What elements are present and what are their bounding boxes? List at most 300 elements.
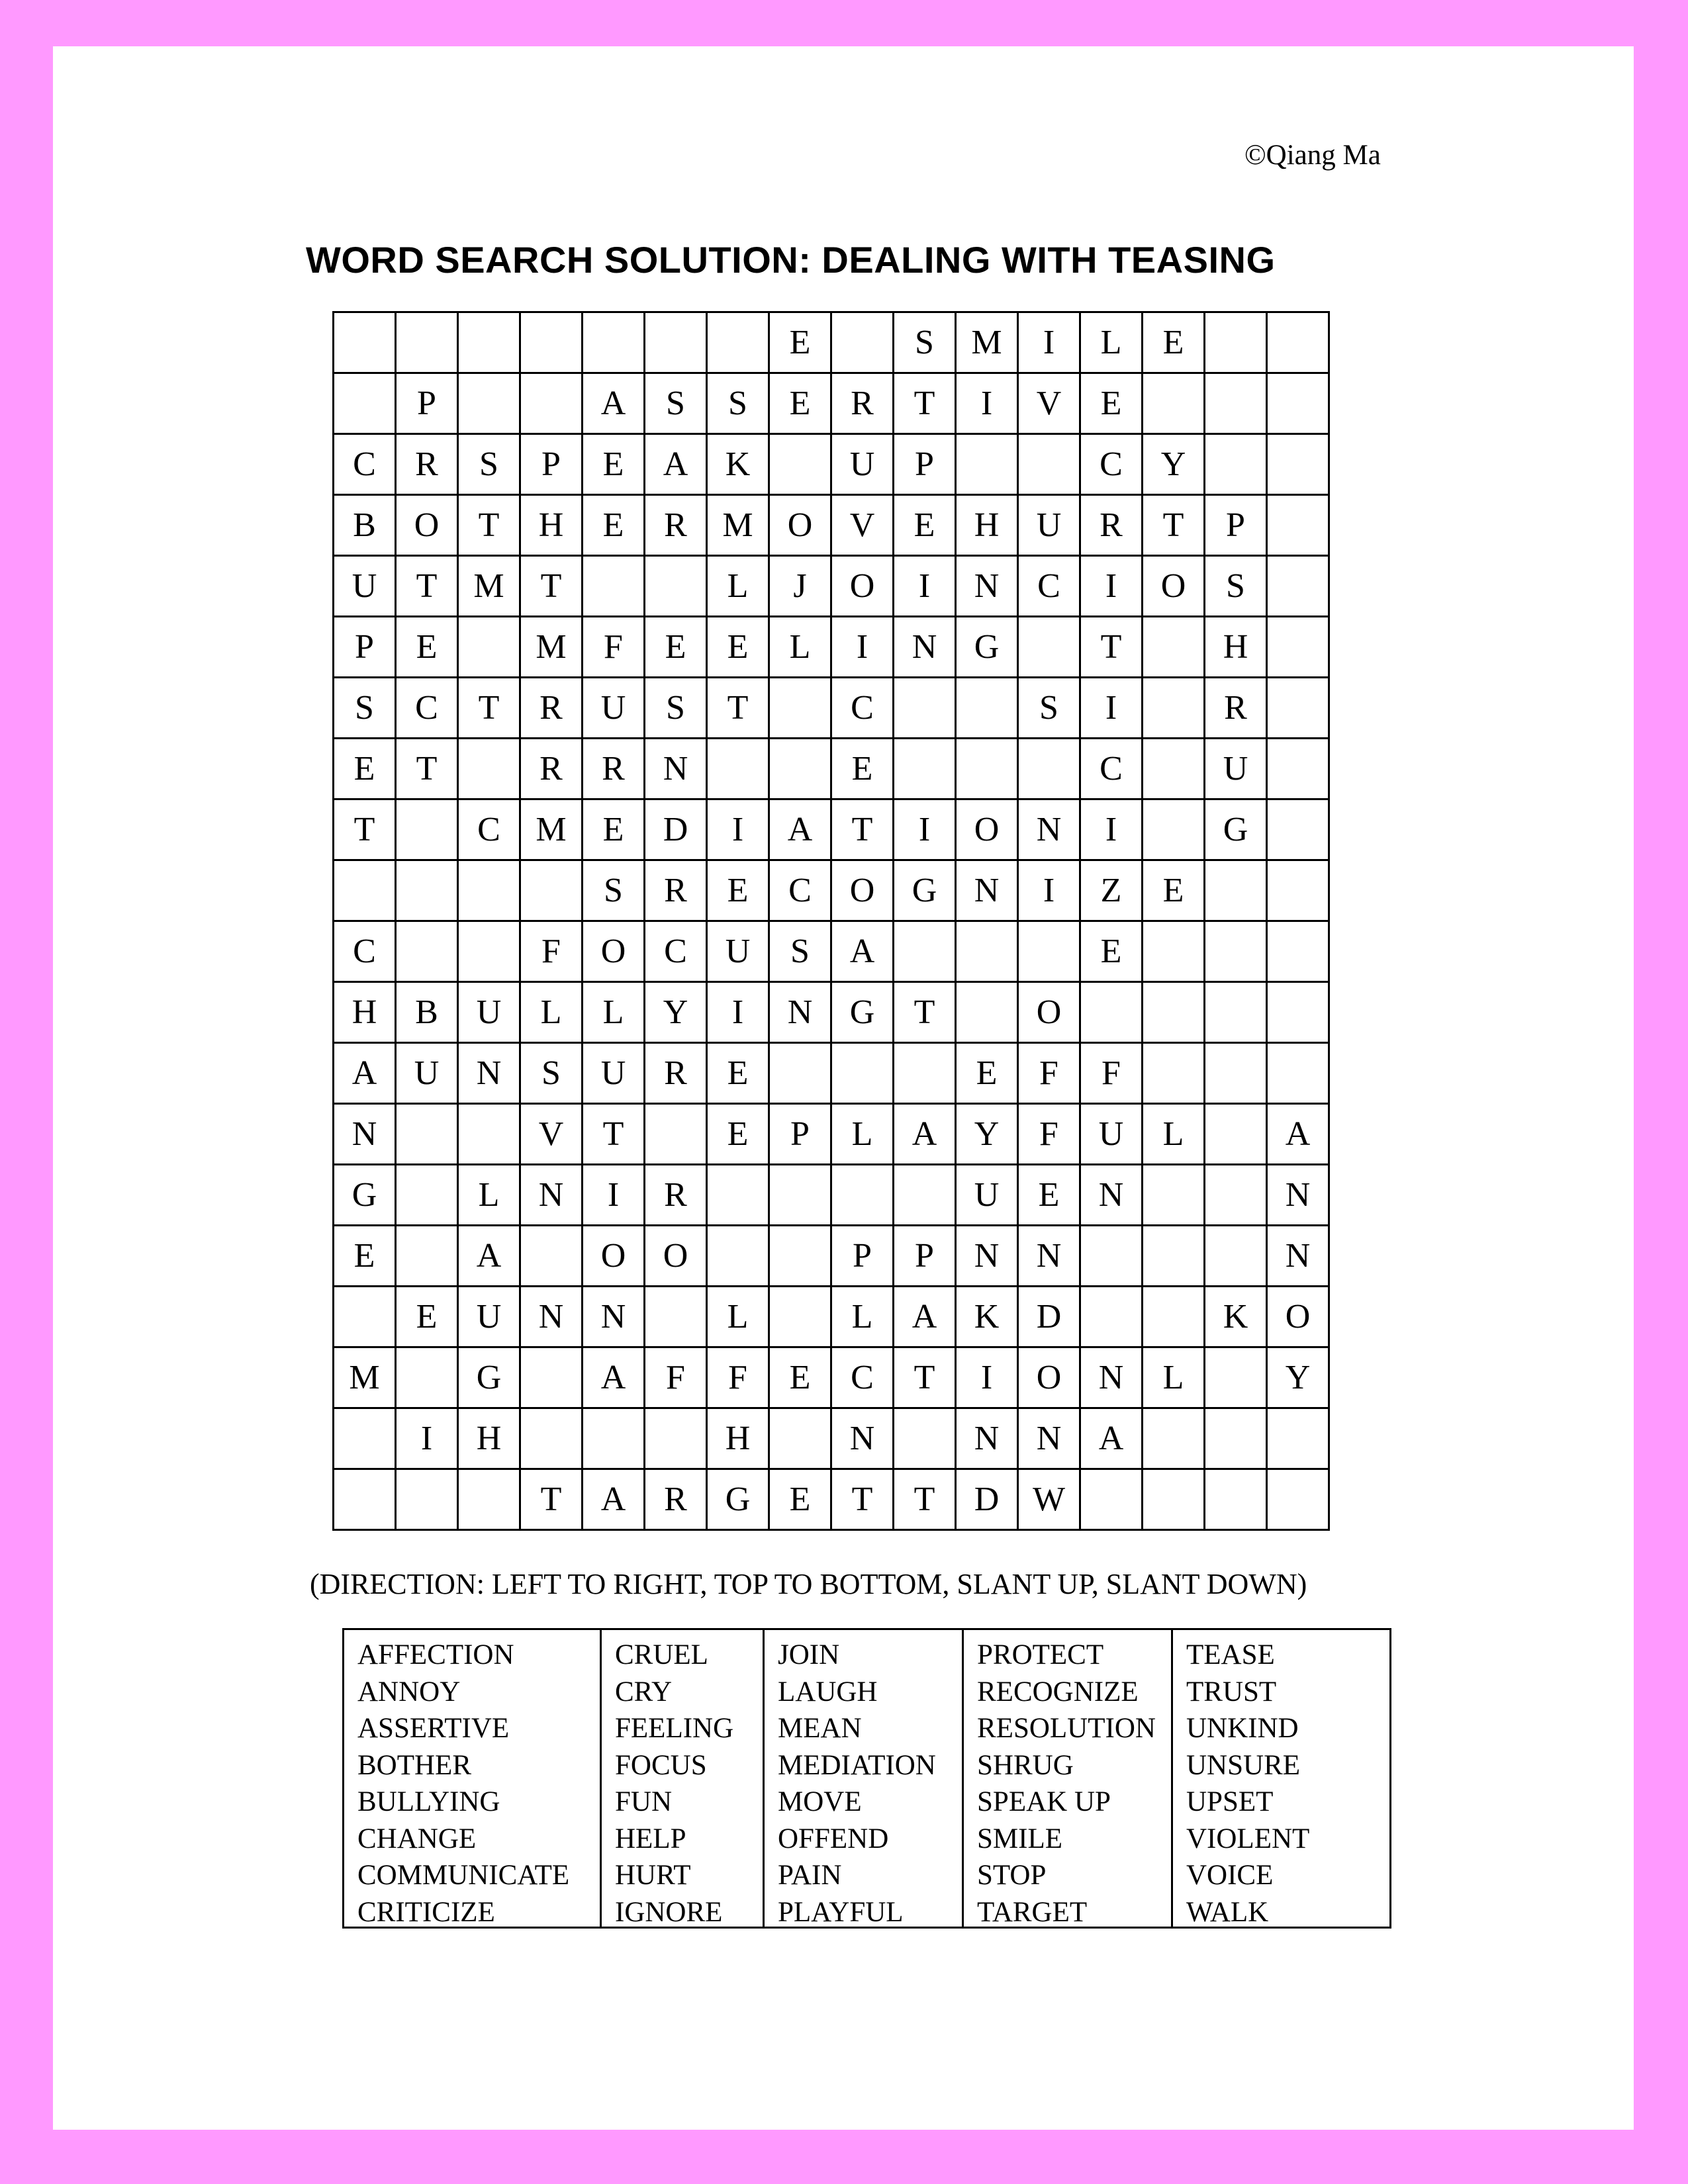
grid-cell xyxy=(956,739,1018,799)
grid-cell: S xyxy=(458,434,520,495)
grid-cell: M xyxy=(334,1347,396,1408)
grid-cell xyxy=(1143,1287,1205,1347)
grid-cell: A xyxy=(1267,1104,1329,1165)
grid-cell: T xyxy=(520,556,583,617)
grid-cell: F xyxy=(707,1347,769,1408)
grid-cell: O xyxy=(1267,1287,1329,1347)
grid-cell: R xyxy=(1080,495,1143,556)
grid-cell: L xyxy=(1080,312,1143,373)
grid-cell xyxy=(458,739,520,799)
grid-cell xyxy=(1205,312,1267,373)
grid-cell xyxy=(1205,434,1267,495)
grid-cell: T xyxy=(1143,495,1205,556)
grid-cell: L xyxy=(458,1165,520,1226)
grid-cell: O xyxy=(956,799,1018,860)
grid-row xyxy=(334,495,1329,556)
grid-cell: F xyxy=(1018,1104,1080,1165)
grid-row xyxy=(334,739,1329,799)
grid-cell: N xyxy=(1080,1165,1143,1226)
grid-cell xyxy=(1080,1469,1143,1530)
grid-cell xyxy=(396,312,458,373)
word-list-item: SMILE xyxy=(977,1823,1062,1854)
grid-cell xyxy=(769,1165,831,1226)
grid-cell: N xyxy=(1080,1347,1143,1408)
grid-cell: R xyxy=(645,495,707,556)
grid-cell: P xyxy=(831,1226,894,1287)
word-list-item: IGNORE xyxy=(615,1896,723,1928)
grid-cell: O xyxy=(1018,1347,1080,1408)
grid-cell: E xyxy=(1143,860,1205,921)
directions-text: (DIRECTION: LEFT TO RIGHT, TOP TO BOTTOM, SLANT UP, SLANT DOWN) xyxy=(310,1568,1307,1600)
grid-cell: E xyxy=(334,1226,396,1287)
grid-cell xyxy=(1267,495,1329,556)
grid-cell xyxy=(334,312,396,373)
grid-cell xyxy=(707,1165,769,1226)
grid-cell: E xyxy=(583,434,645,495)
grid-cell: Y xyxy=(1267,1347,1329,1408)
grid-row xyxy=(334,1043,1329,1104)
grid-cell xyxy=(1143,1469,1205,1530)
grid-cell: R xyxy=(520,678,583,739)
grid-cell: T xyxy=(396,556,458,617)
grid-cell xyxy=(1267,373,1329,434)
grid-cell: S xyxy=(645,373,707,434)
grid-cell: R xyxy=(645,1165,707,1226)
grid-cell: R xyxy=(645,1043,707,1104)
grid-cell: I xyxy=(707,982,769,1043)
grid-cell xyxy=(1143,617,1205,678)
grid-cell: S xyxy=(707,373,769,434)
grid-cell: O xyxy=(1018,982,1080,1043)
grid-cell: M xyxy=(520,617,583,678)
grid-cell: I xyxy=(831,617,894,678)
grid-cell: I xyxy=(583,1165,645,1226)
grid-cell xyxy=(334,1287,396,1347)
grid-cell xyxy=(520,1226,583,1287)
grid-cell xyxy=(1205,921,1267,982)
word-list-item: STOP xyxy=(977,1860,1047,1891)
grid-cell xyxy=(956,678,1018,739)
grid-cell xyxy=(520,860,583,921)
grid-cell: H xyxy=(458,1408,520,1469)
word-list-item: FEELING xyxy=(615,1713,734,1744)
grid-cell xyxy=(1018,739,1080,799)
grid-cell xyxy=(1080,982,1143,1043)
word-list-item: PAIN xyxy=(778,1860,842,1891)
word-list-item: AFFECTION xyxy=(357,1639,514,1670)
grid-cell: P xyxy=(520,434,583,495)
grid-cell: D xyxy=(956,1469,1018,1530)
word-list-item: JOIN xyxy=(778,1639,840,1670)
grid-cell xyxy=(458,373,520,434)
grid-cell: R xyxy=(520,739,583,799)
grid-cell: E xyxy=(894,495,956,556)
grid-cell: B xyxy=(396,982,458,1043)
grid-row xyxy=(334,312,1329,373)
grid-cell: Y xyxy=(645,982,707,1043)
grid-cell: F xyxy=(520,921,583,982)
grid-cell: U xyxy=(396,1043,458,1104)
grid-cell: T xyxy=(894,373,956,434)
grid-cell xyxy=(1018,921,1080,982)
grid-cell: C xyxy=(334,434,396,495)
grid-cell: L xyxy=(583,982,645,1043)
grid-cell xyxy=(520,373,583,434)
grid-cell xyxy=(1205,1104,1267,1165)
grid-cell: N xyxy=(894,617,956,678)
word-list-item: RECOGNIZE xyxy=(977,1676,1139,1707)
grid-cell: P xyxy=(1205,495,1267,556)
grid-row xyxy=(334,799,1329,860)
grid-cell: S xyxy=(583,860,645,921)
grid-cell xyxy=(831,312,894,373)
grid-cell xyxy=(894,1408,956,1469)
grid-cell: A xyxy=(583,1469,645,1530)
grid-cell xyxy=(1143,739,1205,799)
grid-cell xyxy=(1143,678,1205,739)
grid-cell: E xyxy=(769,1469,831,1530)
grid-cell: U xyxy=(583,678,645,739)
grid-cell xyxy=(956,434,1018,495)
grid-cell xyxy=(1267,678,1329,739)
grid-cell: U xyxy=(1018,495,1080,556)
grid-cell: Y xyxy=(956,1104,1018,1165)
grid-cell xyxy=(396,1347,458,1408)
grid-cell: N xyxy=(1267,1165,1329,1226)
word-list-item: VIOLENT xyxy=(1186,1823,1310,1854)
grid-cell xyxy=(1143,921,1205,982)
grid-cell xyxy=(1080,1287,1143,1347)
grid-cell: C xyxy=(1080,739,1143,799)
grid-row xyxy=(334,982,1329,1043)
grid-cell: E xyxy=(1018,1165,1080,1226)
grid-cell: M xyxy=(458,556,520,617)
grid-cell xyxy=(520,1347,583,1408)
grid-cell: O xyxy=(1143,556,1205,617)
grid-cell: G xyxy=(707,1469,769,1530)
grid-cell: R xyxy=(583,739,645,799)
grid-cell: N xyxy=(334,1104,396,1165)
word-list-column xyxy=(1173,1630,1389,1927)
grid-cell xyxy=(1267,312,1329,373)
grid-cell: V xyxy=(1018,373,1080,434)
grid-cell: U xyxy=(334,556,396,617)
grid-cell: G xyxy=(334,1165,396,1226)
word-list-item: CRITICIZE xyxy=(357,1896,495,1928)
grid-cell: H xyxy=(707,1408,769,1469)
grid-cell xyxy=(520,1408,583,1469)
grid-cell xyxy=(396,860,458,921)
grid-cell: H xyxy=(1205,617,1267,678)
word-list-column xyxy=(765,1630,964,1927)
grid-cell: O xyxy=(645,1226,707,1287)
word-list-item: MEDIATION xyxy=(778,1749,936,1781)
grid-cell: F xyxy=(1018,1043,1080,1104)
grid-cell: I xyxy=(1080,556,1143,617)
grid-cell: N xyxy=(956,1226,1018,1287)
grid-cell xyxy=(1143,799,1205,860)
grid-cell: E xyxy=(396,617,458,678)
grid-cell: R xyxy=(396,434,458,495)
grid-cell xyxy=(396,799,458,860)
grid-cell: G xyxy=(458,1347,520,1408)
grid-cell: B xyxy=(334,495,396,556)
grid-cell: T xyxy=(894,1347,956,1408)
grid-cell: H xyxy=(334,982,396,1043)
grid-cell: G xyxy=(956,617,1018,678)
word-list-item: ANNOY xyxy=(357,1676,461,1707)
word-list-item: BULLYING xyxy=(357,1786,500,1817)
grid-cell: T xyxy=(894,982,956,1043)
grid-cell: U xyxy=(1080,1104,1143,1165)
word-list-column xyxy=(344,1630,602,1927)
grid-cell: M xyxy=(956,312,1018,373)
grid-cell: Y xyxy=(1143,434,1205,495)
word-list-item: TEASE xyxy=(1186,1639,1275,1670)
grid-cell xyxy=(769,1408,831,1469)
grid-cell: U xyxy=(458,1287,520,1347)
grid-cell: N xyxy=(956,556,1018,617)
grid-cell: N xyxy=(520,1165,583,1226)
grid-cell: L xyxy=(707,556,769,617)
grid-cell: H xyxy=(956,495,1018,556)
grid-cell: W xyxy=(1018,1469,1080,1530)
grid-cell: L xyxy=(831,1287,894,1347)
grid-cell: T xyxy=(583,1104,645,1165)
grid-cell xyxy=(396,1226,458,1287)
grid-cell: T xyxy=(334,799,396,860)
grid-cell xyxy=(831,1043,894,1104)
grid-cell xyxy=(769,1043,831,1104)
grid-cell: P xyxy=(894,434,956,495)
word-list-item: CRY xyxy=(615,1676,673,1707)
grid-cell xyxy=(645,1408,707,1469)
grid-cell: E xyxy=(707,1043,769,1104)
grid-cell xyxy=(707,312,769,373)
grid-cell xyxy=(458,921,520,982)
grid-cell: C xyxy=(769,860,831,921)
grid-cell: Z xyxy=(1080,860,1143,921)
grid-cell: J xyxy=(769,556,831,617)
copyright-notice: ©Qiang Ma xyxy=(1244,140,1381,171)
grid-cell: A xyxy=(831,921,894,982)
grid-cell: U xyxy=(956,1165,1018,1226)
grid-cell: S xyxy=(1205,556,1267,617)
grid-row xyxy=(334,1165,1329,1226)
grid-cell xyxy=(1267,739,1329,799)
grid-cell: E xyxy=(769,373,831,434)
grid-cell: E xyxy=(707,860,769,921)
grid-cell: K xyxy=(1205,1287,1267,1347)
grid-cell xyxy=(769,434,831,495)
grid-cell: P xyxy=(769,1104,831,1165)
grid-row xyxy=(334,1469,1329,1530)
grid-cell: N xyxy=(1018,1226,1080,1287)
grid-cell: F xyxy=(1080,1043,1143,1104)
grid-cell xyxy=(1205,1347,1267,1408)
word-list-item: PLAYFUL xyxy=(778,1896,904,1928)
grid-cell: E xyxy=(831,739,894,799)
grid-cell: E xyxy=(1143,312,1205,373)
grid-cell: C xyxy=(831,678,894,739)
grid-row xyxy=(334,1408,1329,1469)
grid-cell: P xyxy=(396,373,458,434)
grid-cell: R xyxy=(645,1469,707,1530)
grid-cell: C xyxy=(1080,434,1143,495)
grid-cell: O xyxy=(396,495,458,556)
word-list-item: UPSET xyxy=(1186,1786,1274,1817)
grid-cell xyxy=(458,860,520,921)
grid-cell xyxy=(1205,1043,1267,1104)
grid-cell xyxy=(769,1287,831,1347)
grid-cell: N xyxy=(458,1043,520,1104)
grid-cell: N xyxy=(1018,799,1080,860)
word-list-column xyxy=(602,1630,765,1927)
grid-cell xyxy=(1205,1165,1267,1226)
grid-cell: D xyxy=(645,799,707,860)
grid-cell: U xyxy=(831,434,894,495)
grid-cell: K xyxy=(956,1287,1018,1347)
grid-cell: G xyxy=(894,860,956,921)
word-list-item: TRUST xyxy=(1186,1676,1277,1707)
word-list-item: OFFEND xyxy=(778,1823,889,1854)
grid-cell: N xyxy=(769,982,831,1043)
word-list-item: TARGET xyxy=(977,1896,1088,1928)
grid-row xyxy=(334,678,1329,739)
word-list-item: UNSURE xyxy=(1186,1749,1301,1781)
grid-cell: L xyxy=(769,617,831,678)
grid-cell: C xyxy=(831,1347,894,1408)
word-list-item: CHANGE xyxy=(357,1823,477,1854)
grid-cell: L xyxy=(1143,1104,1205,1165)
word-search-grid xyxy=(332,311,1330,1531)
grid-cell: D xyxy=(1018,1287,1080,1347)
word-list-item: RESOLUTION xyxy=(977,1713,1156,1744)
grid-cell: S xyxy=(1018,678,1080,739)
grid-row xyxy=(334,860,1329,921)
grid-row xyxy=(334,1226,1329,1287)
grid-cell xyxy=(1267,1469,1329,1530)
grid-cell: I xyxy=(956,373,1018,434)
grid-cell: G xyxy=(831,982,894,1043)
word-list-item: CRUEL xyxy=(615,1639,708,1670)
word-list-item: VOICE xyxy=(1186,1860,1274,1891)
grid-cell: S xyxy=(645,678,707,739)
grid-cell: E xyxy=(396,1287,458,1347)
grid-cell: L xyxy=(1143,1347,1205,1408)
grid-cell: C xyxy=(458,799,520,860)
word-list xyxy=(342,1628,1391,1929)
grid-cell xyxy=(645,312,707,373)
grid-cell xyxy=(894,678,956,739)
grid-cell: R xyxy=(1205,678,1267,739)
grid-cell xyxy=(1018,434,1080,495)
grid-cell: T xyxy=(1080,617,1143,678)
grid-cell: U xyxy=(707,921,769,982)
grid-cell: I xyxy=(396,1408,458,1469)
page-title: WORD SEARCH SOLUTION: DEALING WITH TEASING xyxy=(306,239,1276,281)
grid-cell: I xyxy=(1080,678,1143,739)
grid-cell xyxy=(334,1469,396,1530)
grid-cell xyxy=(1267,1408,1329,1469)
grid-cell xyxy=(769,739,831,799)
grid-cell xyxy=(520,312,583,373)
grid-cell: T xyxy=(894,1469,956,1530)
grid-cell: E xyxy=(583,495,645,556)
word-list-item: BOTHER xyxy=(357,1749,471,1781)
grid-cell: N xyxy=(520,1287,583,1347)
grid-cell xyxy=(894,1043,956,1104)
grid-cell: I xyxy=(894,799,956,860)
grid-cell: A xyxy=(334,1043,396,1104)
grid-cell: L xyxy=(831,1104,894,1165)
grid-cell: P xyxy=(334,617,396,678)
word-list-item: HURT xyxy=(615,1860,691,1891)
grid-cell xyxy=(1143,1165,1205,1226)
grid-cell: F xyxy=(645,1347,707,1408)
grid-cell: U xyxy=(1205,739,1267,799)
grid-cell xyxy=(1267,921,1329,982)
grid-cell xyxy=(396,1165,458,1226)
grid-cell xyxy=(334,860,396,921)
grid-cell xyxy=(769,678,831,739)
grid-cell: T xyxy=(458,678,520,739)
grid-cell xyxy=(334,1408,396,1469)
grid-cell: A xyxy=(458,1226,520,1287)
grid-cell xyxy=(1205,1408,1267,1469)
grid-cell: A xyxy=(894,1287,956,1347)
grid-cell: T xyxy=(707,678,769,739)
word-list-item: FOCUS xyxy=(615,1749,707,1781)
grid-cell xyxy=(707,739,769,799)
grid-cell xyxy=(1143,373,1205,434)
grid-cell: E xyxy=(769,312,831,373)
grid-cell: N xyxy=(645,739,707,799)
grid-cell: F xyxy=(583,617,645,678)
grid-cell: O xyxy=(831,860,894,921)
grid-cell: I xyxy=(894,556,956,617)
grid-cell: S xyxy=(334,678,396,739)
grid-cell: U xyxy=(583,1043,645,1104)
grid-cell xyxy=(894,739,956,799)
grid-cell xyxy=(1267,799,1329,860)
grid-cell xyxy=(583,312,645,373)
grid-cell xyxy=(396,1104,458,1165)
grid-cell: N xyxy=(583,1287,645,1347)
grid-row xyxy=(334,617,1329,678)
word-list-item: LAUGH xyxy=(778,1676,878,1707)
grid-cell xyxy=(707,1226,769,1287)
grid-cell xyxy=(1267,617,1329,678)
grid-cell: S xyxy=(894,312,956,373)
grid-cell: N xyxy=(1018,1408,1080,1469)
word-list-column xyxy=(964,1630,1173,1927)
grid-row xyxy=(334,434,1329,495)
grid-cell: I xyxy=(1018,312,1080,373)
grid-cell xyxy=(645,1287,707,1347)
grid-cell xyxy=(458,617,520,678)
grid-cell: I xyxy=(1018,860,1080,921)
word-list-item: ASSERTIVE xyxy=(357,1713,510,1744)
grid-cell: C xyxy=(396,678,458,739)
word-list-item: MOVE xyxy=(778,1786,862,1817)
grid-cell xyxy=(1143,1043,1205,1104)
grid-cell xyxy=(1205,1226,1267,1287)
grid-cell xyxy=(583,556,645,617)
grid-cell xyxy=(1205,982,1267,1043)
grid-cell: O xyxy=(831,556,894,617)
grid-cell xyxy=(1143,1408,1205,1469)
